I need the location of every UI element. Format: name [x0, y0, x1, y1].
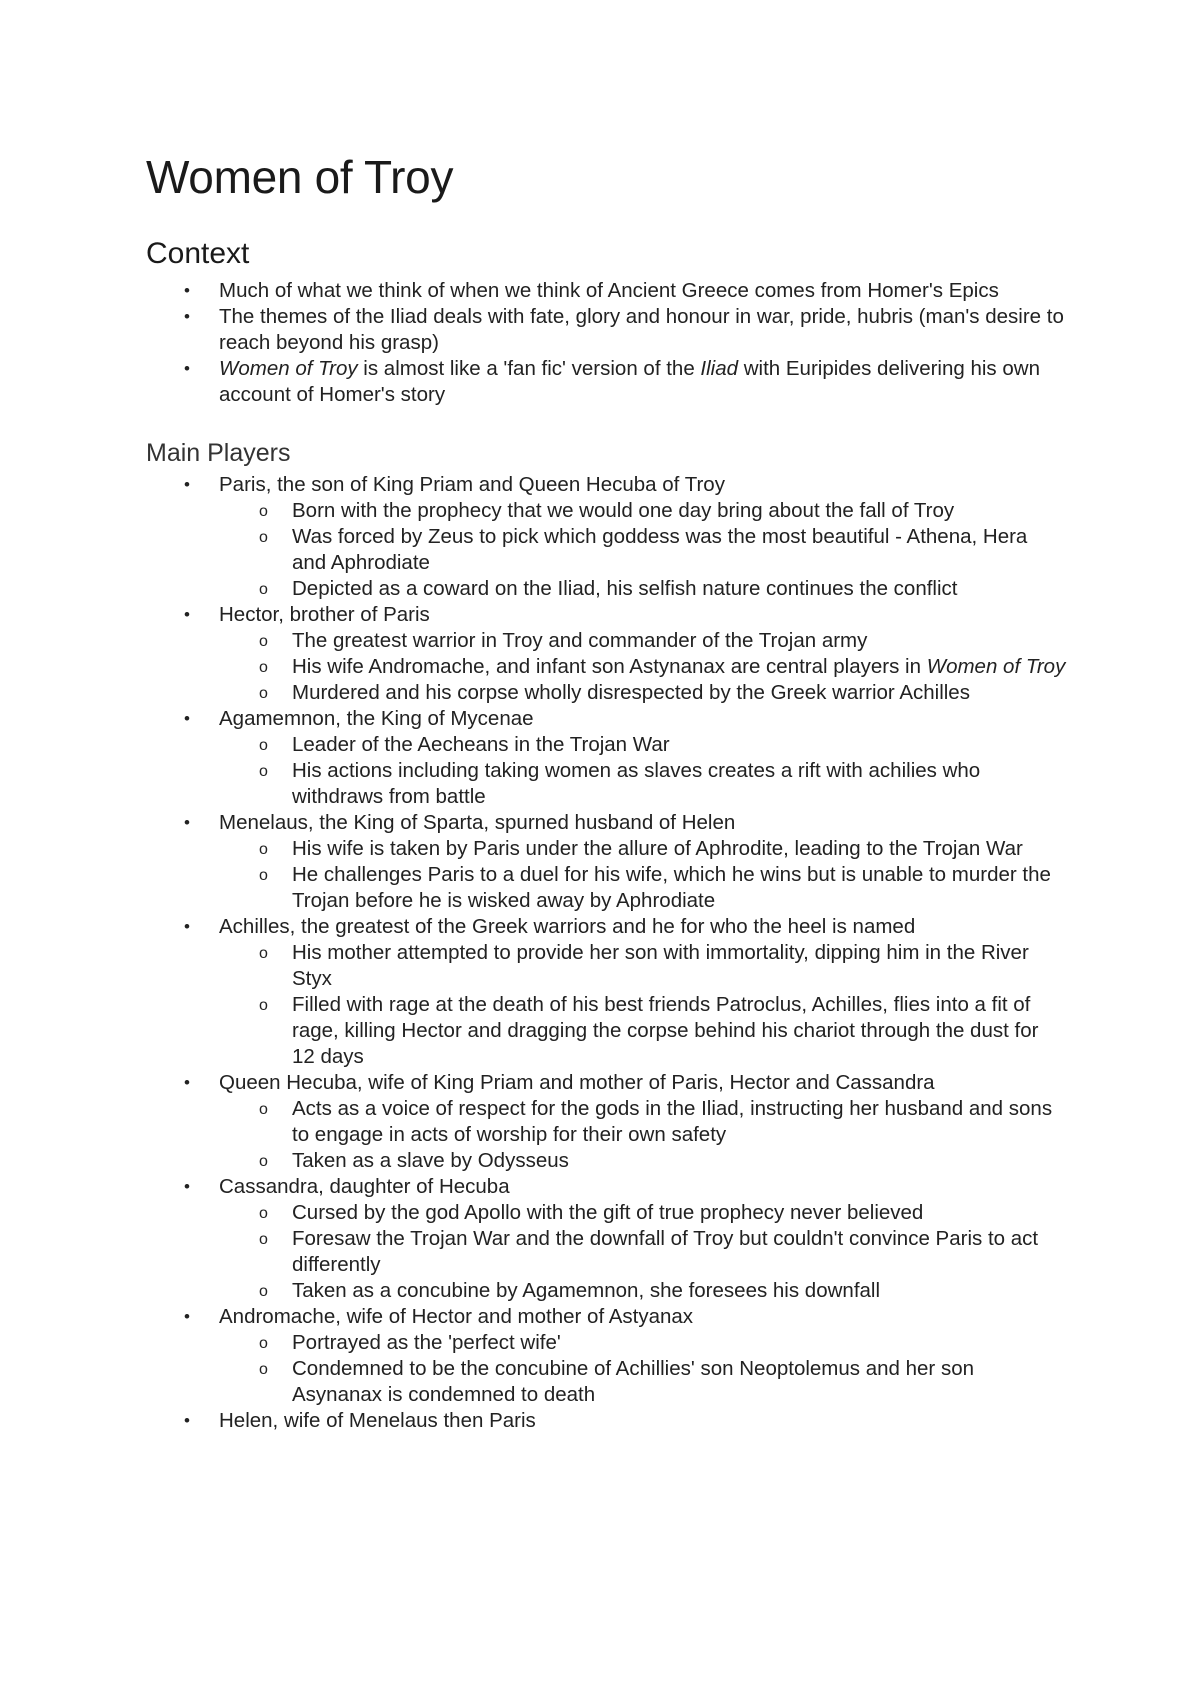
- player-detail-text: Depicted as a coward on the Iliad, his selfish nature continues the conflict: [292, 577, 958, 600]
- player-detail-item: [219, 1096, 1066, 1148]
- player-detail-list: [219, 1200, 1066, 1304]
- italic-title-iliad: Iliad: [700, 357, 739, 380]
- player-detail-item: [219, 758, 1066, 810]
- context-list: [146, 278, 1066, 408]
- player-detail-item: [219, 1356, 1066, 1408]
- player-detail-item: [219, 732, 1066, 758]
- player-detail-list: [219, 1330, 1066, 1408]
- bullet-icon: •: [184, 1411, 190, 1430]
- sub-bullet-icon: o: [259, 581, 268, 598]
- player-name: Cassandra, daughter of Hecuba: [219, 1175, 510, 1198]
- player-detail-list: [219, 836, 1066, 914]
- document-title: Women of Troy: [146, 151, 454, 203]
- player-item: [146, 706, 1066, 810]
- sub-bullet-icon: o: [259, 867, 268, 884]
- sub-bullet-icon: o: [259, 841, 268, 858]
- player-detail-list: [219, 1096, 1066, 1174]
- italic-title-women-of-troy: Women of Troy: [219, 357, 358, 380]
- bullet-icon: •: [184, 813, 190, 832]
- player-item: [146, 914, 1066, 1070]
- bullet-icon: •: [184, 917, 190, 936]
- sub-bullet-icon: o: [259, 763, 268, 780]
- player-detail-text: Foresaw the Trojan War and the downfall of Troy but couldn't convince Paris to act differently: [292, 1227, 1039, 1276]
- player-detail-list: [219, 940, 1066, 1070]
- player-detail-text: He challenges Paris to a duel for his wife, which he wins but is unable to murder the Trojan before he is wisked away by Aphrodiate: [292, 863, 1051, 912]
- player-item: [146, 810, 1066, 914]
- sub-bullet-icon: o: [259, 1335, 268, 1352]
- sub-bullet-icon: o: [259, 529, 268, 546]
- player-detail-list: [219, 498, 1066, 602]
- sub-bullet-icon: o: [259, 1361, 268, 1378]
- player-item: [146, 472, 1066, 602]
- player-detail-list: [219, 732, 1066, 810]
- player-item: [146, 602, 1066, 706]
- main-players-heading: Main Players: [146, 439, 291, 467]
- context-item-text: The themes of the Iliad deals with fate, glory and honour in war, pride, hubris (man's desire to reach beyond his grasp): [219, 305, 1064, 354]
- main-players-list: [146, 472, 1066, 1434]
- player-detail-list: [219, 628, 1066, 706]
- player-detail-text: Portrayed as the 'perfect wife': [292, 1331, 561, 1354]
- player-item: [146, 1408, 1066, 1434]
- player-detail-text: His wife is taken by Paris under the allure of Aphrodite, leading to the Trojan War: [292, 837, 1023, 860]
- player-detail-text: Born with the prophecy that we would one day bring about the fall of Troy: [292, 499, 955, 522]
- bullet-icon: •: [184, 475, 190, 494]
- player-detail-text: Taken as a slave by Odysseus: [292, 1149, 569, 1172]
- sub-bullet-icon: o: [259, 1153, 268, 1170]
- player-detail-text: Taken as a concubine by Agamemnon, she foresees his downfall: [292, 1279, 881, 1302]
- bullet-icon: •: [184, 1307, 190, 1326]
- player-detail-item: [219, 862, 1066, 914]
- bullet-icon: •: [184, 281, 190, 300]
- player-detail-item: [219, 836, 1066, 862]
- player-detail-item: [219, 1278, 1066, 1304]
- sub-bullet-icon: o: [259, 945, 268, 962]
- player-detail-text: Condemned to be the concubine of Achillies' son Neoptolemus and her son Asynanax is condemned to death: [292, 1357, 974, 1406]
- bullet-icon: •: [184, 1177, 190, 1196]
- player-name: Agamemnon, the King of Mycenae: [219, 707, 534, 730]
- sub-bullet-icon: o: [259, 1101, 268, 1118]
- bullet-icon: •: [184, 709, 190, 728]
- player-name: Andromache, wife of Hector and mother of Astyanax: [219, 1305, 694, 1328]
- player-name: Hector, brother of Paris: [219, 603, 430, 626]
- sub-bullet-icon: o: [259, 1231, 268, 1248]
- player-detail-item: [219, 992, 1066, 1070]
- player-detail-text: His actions including taking women as slaves creates a rift with achilies who withdraws from battle: [292, 759, 981, 808]
- sub-bullet-icon: o: [259, 1283, 268, 1300]
- context-item-text-part: is almost like a 'fan fic' version of the: [357, 357, 701, 380]
- context-item: [146, 278, 1066, 304]
- sub-bullet-icon: o: [259, 737, 268, 754]
- sub-bullet-icon: o: [259, 685, 268, 702]
- bullet-icon: •: [184, 1073, 190, 1092]
- player-detail-text: Acts as a voice of respect for the gods in the Iliad, instructing her husband and sons to engage in acts of worship for their own safety: [292, 1097, 1053, 1146]
- bullet-icon: •: [184, 307, 190, 326]
- context-item: [146, 304, 1066, 356]
- player-name: Menelaus, the King of Sparta, spurned husband of Helen: [219, 811, 736, 834]
- player-detail-item: [219, 524, 1066, 576]
- context-heading: Context: [146, 237, 250, 270]
- player-name: Achilles, the greatest of the Greek warriors and he for who the heel is named: [219, 915, 916, 938]
- player-detail-item: [219, 1226, 1066, 1278]
- player-detail-item: [219, 576, 1066, 602]
- sub-bullet-icon: o: [259, 503, 268, 520]
- document-content: [146, 146, 1066, 1434]
- player-detail-text: His mother attempted to provide her son with immortality, dipping him in the River Styx: [292, 941, 1029, 990]
- sub-bullet-icon: o: [259, 633, 268, 650]
- context-item: [146, 356, 1066, 408]
- sub-bullet-icon: o: [259, 997, 268, 1014]
- sub-bullet-icon: o: [259, 659, 268, 676]
- bullet-icon: •: [184, 605, 190, 624]
- player-detail-text: Murdered and his corpse wholly disrespected by the Greek warrior Achilles: [292, 681, 970, 704]
- context-item-text-part: with Euripides delivering his own account of Homer's story: [219, 357, 1040, 406]
- italic-title-women-of-troy: Women of Troy: [926, 655, 1066, 678]
- player-detail-text: Cursed by the god Apollo with the gift of true prophecy never believed: [292, 1201, 924, 1224]
- player-detail-item: [219, 628, 1066, 654]
- player-item: [146, 1070, 1066, 1174]
- player-detail-item: [219, 498, 1066, 524]
- player-detail-item: [219, 1148, 1066, 1174]
- player-detail-item: [219, 940, 1066, 992]
- player-name: Paris, the son of King Priam and Queen Hecuba of Troy: [219, 473, 725, 496]
- context-item-text: Much of what we think of when we think of Ancient Greece comes from Homer's Epics: [219, 279, 999, 302]
- player-detail-item: [219, 1330, 1066, 1356]
- player-name: Queen Hecuba, wife of King Priam and mother of Paris, Hector and Cassandra: [219, 1071, 935, 1094]
- player-detail-text: Was forced by Zeus to pick which goddess was the most beautiful - Athena, Hera and Aphrodiate: [292, 525, 1028, 574]
- sub-bullet-icon: o: [259, 1205, 268, 1222]
- player-item: [146, 1174, 1066, 1304]
- player-detail-text: The greatest warrior in Troy and commander of the Trojan army: [292, 629, 868, 652]
- player-detail-text: His wife Andromache, and infant son Astynanax are central players in Women of Troy: [292, 655, 1066, 678]
- player-detail-text: Leader of the Aecheans in the Trojan War: [292, 733, 670, 756]
- player-detail-item: [219, 1200, 1066, 1226]
- player-item: [146, 1304, 1066, 1408]
- player-name: Helen, wife of Menelaus then Paris: [219, 1409, 536, 1432]
- bullet-icon: •: [184, 359, 190, 378]
- player-detail-item: [219, 680, 1066, 706]
- player-detail-item: [219, 654, 1066, 680]
- player-detail-text: Filled with rage at the death of his best friends Patroclus, Achilles, flies into a fit of rage, killing Hector and dragging the corpse behind his chariot through the dust for 12 days: [292, 993, 1039, 1068]
- context-item-text: [219, 357, 1040, 406]
